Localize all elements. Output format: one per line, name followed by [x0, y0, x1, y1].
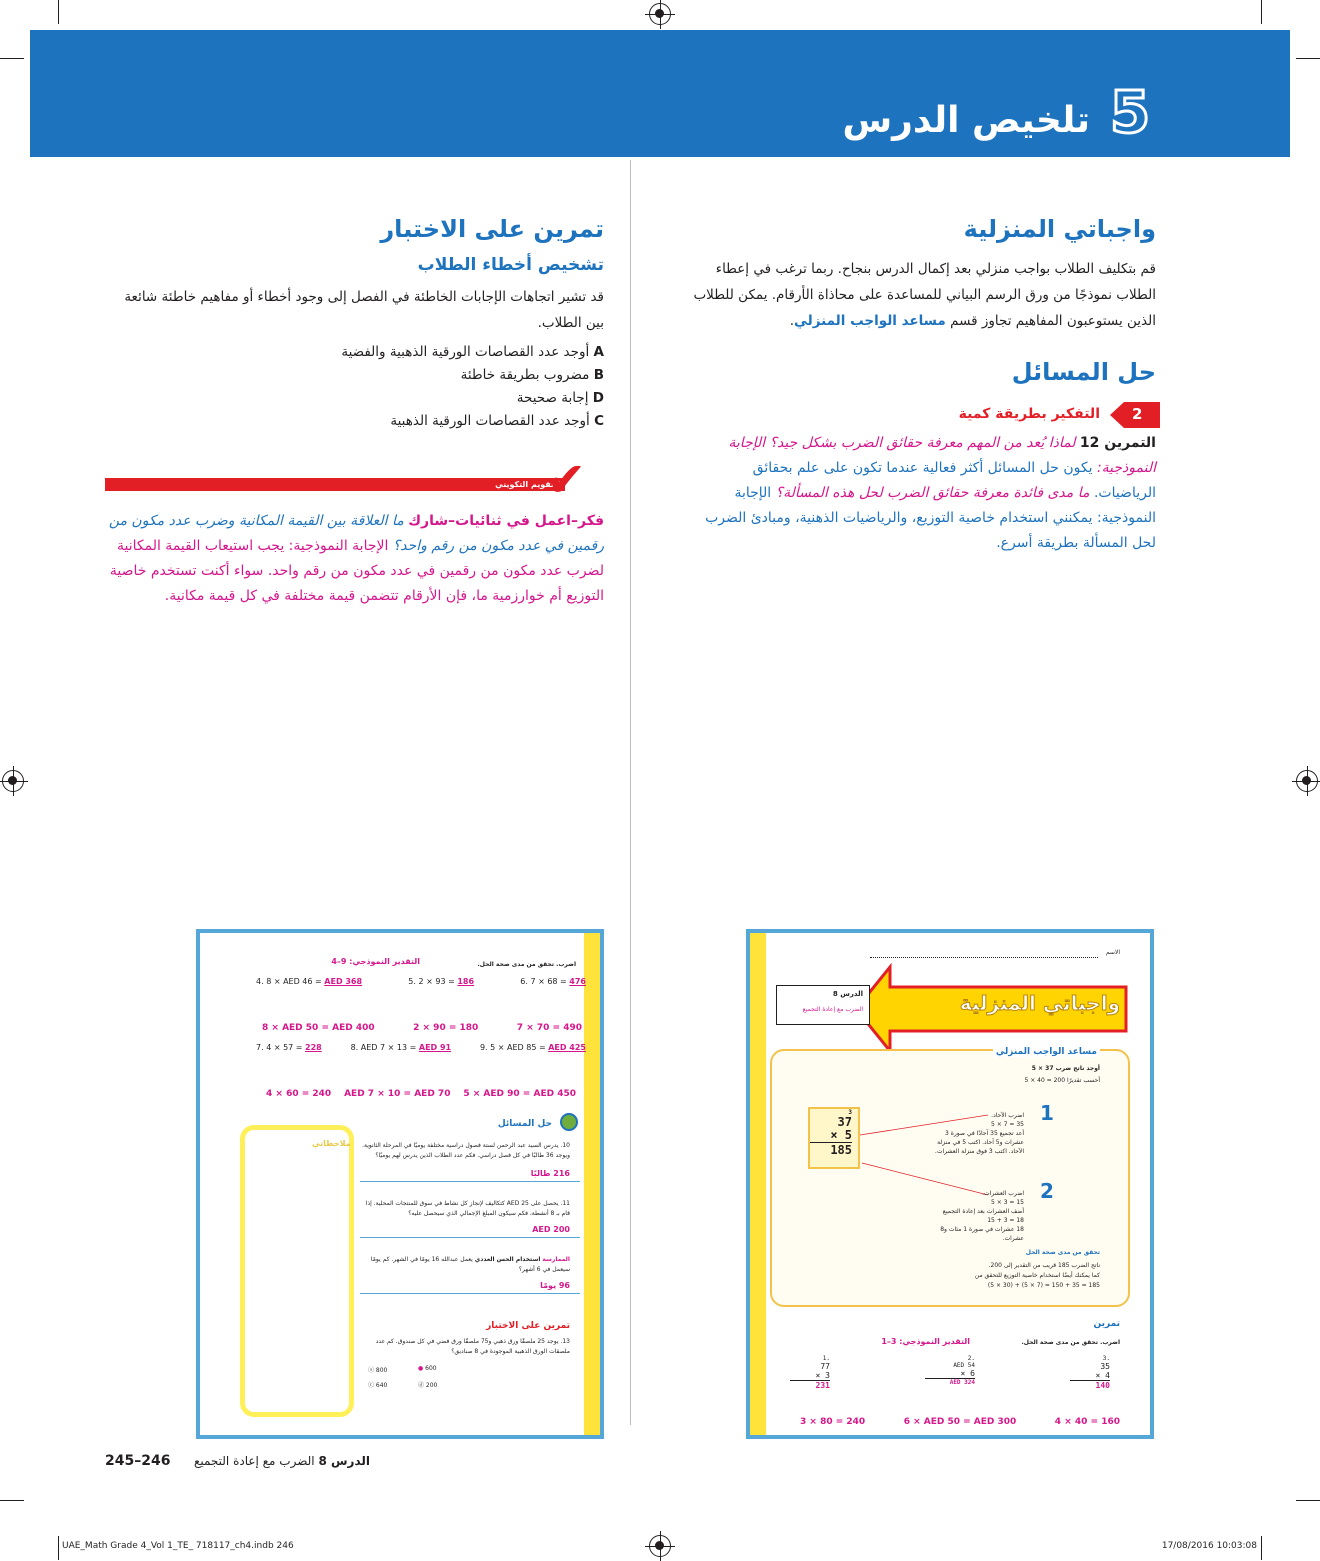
option-text: إجابة صحيحة	[516, 390, 589, 406]
thumb-answer-10: 216 طالبًا	[530, 1169, 570, 1178]
option-text: مضروب بطريقة خاطئة	[460, 367, 590, 383]
multiplicand: 37	[837, 1115, 852, 1129]
thumb-answer-11: AED 200	[532, 1225, 570, 1234]
step-1-number: 1	[1040, 1101, 1054, 1125]
option-letter: A	[593, 344, 604, 360]
page-title: تلخيص الدرس	[842, 100, 1090, 141]
checkmark-icon: ✔	[546, 452, 587, 508]
practice-item: 3. 35 × 4 140	[1070, 1355, 1110, 1390]
thumb-item: 8. AED 7 × 13 = AED 91	[350, 1043, 452, 1052]
crop-mark	[1296, 1500, 1320, 1501]
lesson-box	[776, 985, 870, 1025]
option-letter: B	[593, 367, 604, 383]
badge-label: التفكير بطريقة كمية	[958, 406, 1100, 422]
multiplier: × 5	[810, 1129, 852, 1143]
answer-line	[360, 1293, 580, 1294]
footer-title: الضرب مع إعادة التجميع	[193, 1454, 315, 1468]
lesson-step-number: 5	[1109, 78, 1151, 146]
footer-lesson: الدرس 8	[318, 1454, 370, 1468]
thumb-problem-12: الممارسة استخدام الحس العددي يعمل عبدالله 16 يومًا في الشهر. كم يومًا سيعمل في 6 أشهر؟	[370, 1256, 570, 1273]
name-line	[870, 957, 1098, 958]
crop-mark	[1296, 58, 1320, 59]
globe-icon	[560, 1113, 578, 1131]
exercise-label: التمرين 12	[1079, 435, 1156, 451]
answer-options-list	[104, 341, 604, 433]
thumb-estimate: 5 × AED 90 = AED 450	[463, 1089, 576, 1099]
crop-mark	[0, 58, 24, 59]
diagnose-errors-subheading: تشخيص أخطاء الطلاب	[417, 255, 604, 275]
practice-estimate: 3 × 80 = 240	[800, 1417, 866, 1427]
page-numbers: 245–246	[105, 1453, 171, 1469]
thumb-ps-heading: حل المسائل	[497, 1119, 552, 1129]
registration-mark-icon	[2, 770, 24, 792]
test-practice-heading: تمرين على الاختبار	[380, 215, 604, 243]
formative-block	[104, 509, 604, 609]
thumb-answer-12: 96 يومًا	[540, 1281, 570, 1290]
page-edge-strip	[750, 933, 766, 1435]
exercise-answer-2: الإجابة النموذجية: يمكنني استخدام خاصية التوزيع، والرياضيات الذهنية، ومبادئ الضرب لحل المسألة بطريقة أسرع.	[705, 485, 1156, 551]
answer-option	[104, 364, 604, 387]
think-pair-share-label: فكر–اعمل في ثنائيات–شارك	[408, 513, 604, 529]
student-page-thumbnail-left	[196, 929, 604, 1439]
product: 185	[830, 1143, 852, 1157]
practice-badge	[1110, 402, 1160, 428]
vertical-calculation	[808, 1107, 860, 1169]
thumb-item: 4. 8 × AED 46 = AED 368	[256, 977, 363, 986]
practice-item: 1. 77 × 3 231	[790, 1355, 830, 1390]
choice-C: ⓒ 640	[368, 1382, 388, 1389]
thumb-item: 9. 5 × AED 85 = AED 425	[479, 1043, 586, 1052]
student-page-thumbnail-right	[746, 929, 1154, 1439]
thumb-title: واجباتي المنزلية	[959, 991, 1120, 1015]
practice-estimates	[800, 1417, 1120, 1427]
notes-box	[240, 1125, 354, 1417]
thumb-tp-heading: تمرين على الاختبار	[486, 1321, 570, 1331]
crop-mark	[58, 1536, 59, 1560]
option-text: أوجد عدد القصاصات الورقية الذهبية	[390, 413, 590, 429]
thumb-row-2	[256, 1043, 586, 1052]
formative-assessment-label: التقويم التكويني	[495, 480, 560, 489]
step-2-text: اضرب العشرات. 15 = 3 × 5 أضف العشرات بعد إعادة التجميع 18 = 3 + 15 18 عشرات في صورة 1 مئات و8 عشرات.	[940, 1190, 1024, 1242]
thumb-estimate: 7 × 70 = 490	[516, 1023, 582, 1033]
thumb-estimate: 4 × 60 = 240	[266, 1089, 332, 1099]
practice-items	[790, 1355, 1110, 1390]
practice-heading: تمرين	[1093, 1319, 1120, 1329]
formative-question: ما العلاقة بين القيمة المكانية وضرب عدد مكون من رقمين في عدد مكون من رقم واحد؟	[108, 513, 604, 554]
thumb-estimates-1	[262, 1023, 582, 1033]
thumb-row-1	[256, 977, 586, 986]
crop-mark	[58, 0, 59, 24]
step-1-text: اضرب الآحاد. 35 = 7 × 5 أعد تجميع 35 آحادًا في صورة 3 عشرات و5 آحاد. اكتب 5 في منزلة الآحاد. اكتب 3 فوق منزلة العشرات.	[934, 1112, 1024, 1155]
thumb-problem-10: 10. يدرس السيد عبد الرحمن لستة فصول دراسية مختلفة يوميًا في المرحلة الثانوية. ويوجد 36 طالبًا في كل فصل دراسي. فكم عدد الطلاب الذين يدرس لهم يوميًا؟	[362, 1142, 570, 1159]
practice-estimate: 4 × 40 = 160	[1054, 1417, 1120, 1427]
lesson-subtitle: الضرب مع إعادة التجميع	[802, 1006, 863, 1013]
exercise-question: لماذا يُعد من المهم معرفة حقائق الضرب بشكل جيد؟ الإجابة النموذجية:	[728, 435, 1156, 476]
slug-date: 17/08/2016 10:03:08	[1161, 1541, 1257, 1551]
notes-label: ملاحظاتي	[312, 1139, 351, 1148]
helper-find: أوجد ناتج ضرب 37 × 5	[1031, 1065, 1100, 1072]
thumb-estimate: 2 × 90 = 180	[413, 1023, 479, 1033]
helper-estimate: أحسب تقديرًا 200 = 40 × 5	[1024, 1077, 1100, 1084]
choice-B: ● 600	[418, 1365, 437, 1372]
thumb-item: 6. 7 × 68 = 476	[520, 977, 586, 986]
thumb-problem-13: 13. يوجد 25 ملصقًا ورق ذهبي و75 ملصقًا ورق فضي في كل صندوق. كم عدد ملصقات الورق الذهبية الموجودة في 8 صناديق؟	[375, 1338, 570, 1355]
option-letter: D	[592, 390, 604, 406]
choice-D: ⓓ 200	[418, 1382, 438, 1389]
registration-mark-icon	[1296, 770, 1318, 792]
thumb-estimate-title: التقدير النموذجي: 9–4	[331, 957, 420, 966]
option-letter: C	[594, 413, 604, 429]
practice-estimate-title: التقدير النموذجي: 3–1	[881, 1337, 970, 1346]
badge-number: 2	[1132, 405, 1143, 423]
crop-mark	[1261, 0, 1262, 24]
step-2-number: 2	[1040, 1179, 1054, 1203]
exercise-answer-1: يكون حل المسائل أكثر فعالية عندما تكون على علم بحقائق الرياضيات.	[752, 460, 1156, 501]
exercise-question-2: ما مدى فائدة معرفة حقائق الضرب لحل هذه المسألة؟	[775, 485, 1090, 501]
page-edge-strip	[584, 933, 600, 1435]
exercise-12-block	[690, 431, 1156, 556]
answer-line	[360, 1237, 580, 1238]
registration-mark-icon	[649, 1535, 671, 1557]
thumb-problem-11: 11. يحصل على AED 25 كتكاليف لإنجاز كل نشاط في سوق للمنتجات المحلية. إذا قام بـ 8 أنشطة، فكم سيكون المبلغ الإجمالي الذي سيحصل عليه؟	[365, 1200, 570, 1217]
carry-digit: 3	[848, 1109, 852, 1116]
problem-solving-heading: حل المسائل	[1011, 358, 1156, 386]
helper-heading: مساعد الواجب المنزلي	[993, 1047, 1100, 1057]
thumb-item: 5. 2 × 93 = 186	[408, 977, 475, 986]
thumb-estimates-2	[266, 1089, 576, 1099]
lesson-label: الدرس 8	[832, 990, 863, 998]
check-heading: تحقق من مدى صحة الحل	[1025, 1249, 1100, 1256]
thumb-estimate: AED 7 × 10 = AED 70	[344, 1089, 451, 1099]
footer-lesson-title	[194, 1454, 370, 1468]
column-divider	[630, 160, 631, 1425]
homework-paragraph	[690, 256, 1156, 334]
choice-A: ⓐ 800	[368, 1367, 388, 1374]
crop-mark	[1261, 1536, 1262, 1560]
practice-estimate: 6 × AED 50 = AED 300	[903, 1417, 1017, 1427]
thumb-estimate: 8 × AED 50 = AED 400	[262, 1023, 375, 1033]
answer-option	[104, 341, 604, 364]
check-text: ناتج الضرب 185 قريب من التقدير إلى 200. كما يمكنك أيضًا استخدام خاصية التوزيع للتحقق من 185 = 35 + 150 = (7 × 5) + (30 × 5)	[974, 1262, 1100, 1289]
option-text: أوجد عدد القصاصات الورقية الذهبية والفضية	[341, 344, 590, 360]
crop-mark	[0, 1500, 24, 1501]
homework-text-end: .	[789, 313, 794, 329]
registration-mark-icon	[649, 3, 671, 25]
homework-text: قم بتكليف الطلاب بواجب منزلي بعد إكمال الدرس بنجاح. ربما ترغب في إعطاء الطلاب نموذجًا من ورق الرسم البياني للمساعدة على محاذاة الأرقام. يمكن للطلاب الذين يستوعبون المفاهيم تجاوز قسم	[693, 261, 1156, 329]
thumb-name-label: الاسم	[1105, 949, 1120, 956]
thumb-item: 7. 4 × 57 = 228	[256, 1043, 322, 1052]
homework-heading: واجباتي المنزلية	[963, 215, 1156, 243]
slug-file: UAE_Math Grade 4_Vol 1_TE_ 718117_ch4.indb 246	[62, 1541, 294, 1551]
answer-line	[360, 1181, 580, 1182]
answer-option	[104, 387, 604, 410]
practice-instruction: اضرب. تحقق من مدى صحة الحل.	[1021, 1339, 1120, 1346]
answer-option	[104, 410, 604, 433]
thumb-instruction: اضرب. تحقق من مدى صحة الحل.	[477, 961, 576, 968]
homework-helper-link: مساعد الواجب المنزلي	[794, 313, 946, 329]
test-practice-intro: قد تشير اتجاهات الإجابات الخاطئة في الفصل إلى وجود أخطاء أو مفاهيم خاطئة شائعة بين الطلاب.	[124, 289, 604, 331]
thumb-choices	[368, 1365, 468, 1389]
formative-answer: الإجابة النموذجية: يجب استيعاب القيمة المكانية لضرب عدد مكون من رقمين في عدد مكون من رقم واحد. سواء أكنت تستخدم خاصية التوزيع أم خوارزمية ما، فإن الأرقام تتضمن قيمة مختلفة في كل قيمة مكانية.	[109, 538, 604, 604]
practice-item: 2. AED 54 × 6 AED 324	[925, 1355, 975, 1390]
